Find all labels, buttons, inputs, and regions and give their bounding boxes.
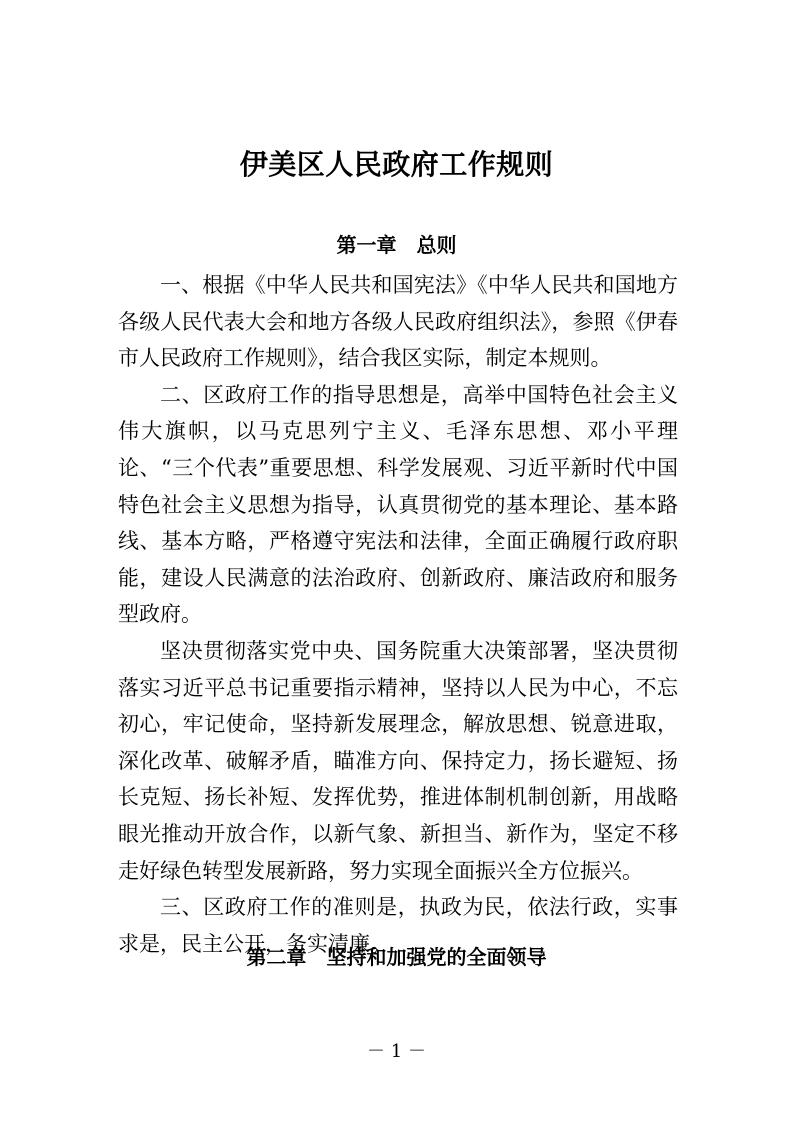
document-title: 伊美区人民政府工作规则: [239, 148, 554, 181]
chapter-1-heading: 第一章 总则: [336, 233, 457, 257]
article-1-paragraph: 一、根据《中华人民共和国宪法》《中华人民共和国地方各级人民代表大会和地方各级人民政府组织法》，参照《伊春市人民政府工作规则》，结合我区实际，制定本规则。: [118, 273, 678, 371]
chapter-1-body: [118, 267, 678, 962]
article-2-continuation-paragraph: 坚决贯彻落实党中央、国务院重大决策部署，坚决贯彻落实习近平总书记重要指示精神，坚持以人民为中心，不忘初心，牢记使命，坚持新发展理念，解放思想、锐意进取，深化改革、破解矛盾，瞄准方向、保持定力，扬长避短、扬长克短、扬长补短、发挥优势，推进体制机制创新，用战略眼光推动开放合作，以新气象、新担当、新作为，坚定不移走好绿色转型发展新路，努力实现全面振兴全方位振兴。: [118, 638, 678, 883]
article-2-paragraph: 二、区政府工作的指导思想是，高举中国特色社会主义伟大旗帜，以马克思列宁主义、毛泽东思想、邓小平理论、“三个代表”重要思想、科学发展观、习近平新时代中国特色社会主义思想为指导，认真贯彻党的基本理论、基本路线、基本方略，严格遵守宪法和法律，全面正确履行政府职能，建设人民满意的法治政府、创新政府、廉洁政府和服务型政府。: [118, 382, 678, 627]
page-number: － 1 －: [367, 1041, 426, 1062]
chapter-2-heading: 第二章 坚持和加强党的全面领导: [246, 945, 547, 969]
article-3-paragraph: 三、区政府工作的准则是，执政为民，依法行政，实事求是，民主公开，务实清廉。: [118, 895, 678, 956]
